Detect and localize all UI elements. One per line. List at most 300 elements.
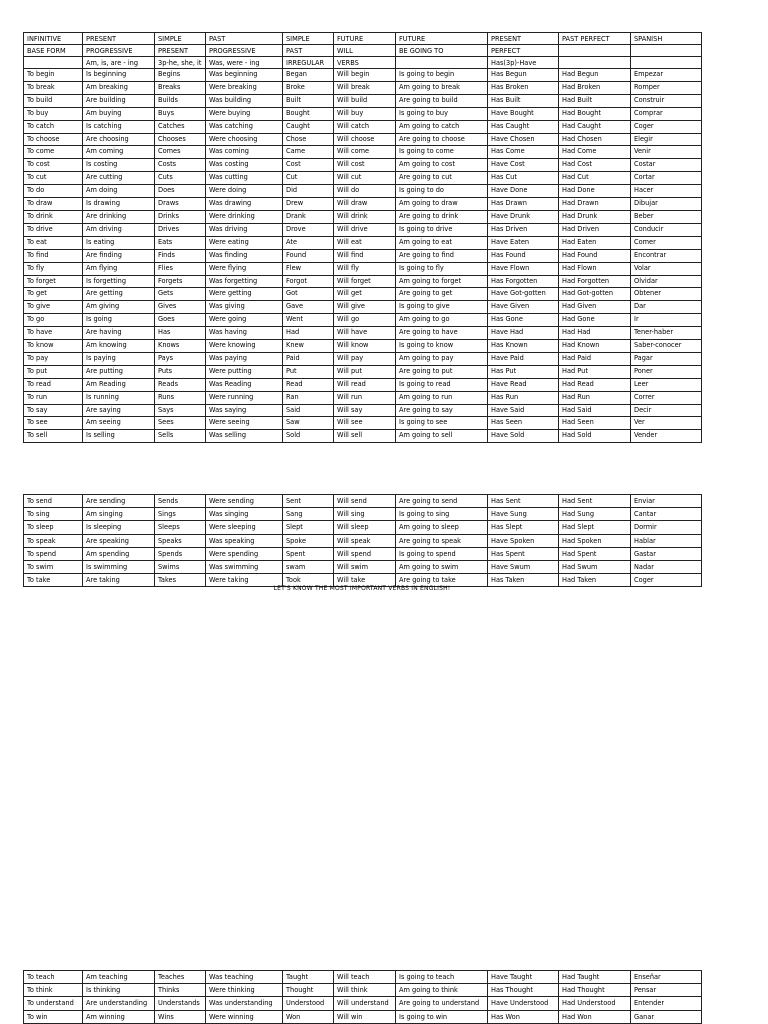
table-cell: Were buying xyxy=(206,107,283,120)
table-cell: Breaks xyxy=(155,81,206,94)
table-cell: To choose xyxy=(24,133,83,146)
verb-table-2 xyxy=(23,494,702,587)
table-cell: Is going to give xyxy=(396,301,488,314)
table-cell: Had Cost xyxy=(559,159,631,172)
table-cell: Will choose xyxy=(334,133,396,146)
table-cell: Was teaching xyxy=(206,971,283,984)
table-cell: Are going to take xyxy=(396,574,488,587)
table-cell: Sang xyxy=(283,508,334,521)
table-row xyxy=(24,172,702,185)
table-cell: Have Spoken xyxy=(488,534,559,547)
table-cell: Puts xyxy=(155,365,206,378)
table-cell: Vender xyxy=(631,430,702,443)
table-cell: Were eating xyxy=(206,236,283,249)
table-cell: Are having xyxy=(83,327,155,340)
table-cell: Thought xyxy=(283,984,334,997)
table-cell: Does xyxy=(155,185,206,198)
table-cell: Am going to pay xyxy=(396,352,488,365)
table-cell: Will break xyxy=(334,81,396,94)
table-cell: Will catch xyxy=(334,120,396,133)
table-row xyxy=(24,159,702,172)
table-cell: To have xyxy=(24,327,83,340)
table-cell: Is selling xyxy=(83,430,155,443)
table-cell: Had Thought xyxy=(559,984,631,997)
table-cell: Gives xyxy=(155,301,206,314)
table-cell: Said xyxy=(283,404,334,417)
table-row xyxy=(24,301,702,314)
table-cell: Were knowing xyxy=(206,340,283,353)
table-row xyxy=(24,69,702,82)
table-cell: Forgot xyxy=(283,275,334,288)
table-cell: Has xyxy=(155,327,206,340)
header-cell: BE GOING TO xyxy=(396,45,488,57)
table-cell: Will pay xyxy=(334,352,396,365)
verb-table-1 xyxy=(23,32,702,443)
table-cell: Sleeps xyxy=(155,521,206,534)
table-cell: Dormir xyxy=(631,521,702,534)
table-cell: Had Known xyxy=(559,340,631,353)
table-cell: Had Understood xyxy=(559,997,631,1010)
table-cell: Has Forgotten xyxy=(488,275,559,288)
table-cell: To drive xyxy=(24,223,83,236)
table-cell: Had Taught xyxy=(559,971,631,984)
table-cell: To build xyxy=(24,94,83,107)
table-cell: Have Sold xyxy=(488,430,559,443)
table-cell: Will read xyxy=(334,378,396,391)
table-cell: Empezar xyxy=(631,69,702,82)
header-cell: FUTURE xyxy=(334,33,396,45)
table-cell: Was swimming xyxy=(206,561,283,574)
table-cell: Had Read xyxy=(559,378,631,391)
table-cell: Was singing xyxy=(206,508,283,521)
table-cell: Will draw xyxy=(334,198,396,211)
table-row xyxy=(24,146,702,159)
table-cell: Was forgetting xyxy=(206,275,283,288)
table-cell: Says xyxy=(155,404,206,417)
table-cell: Had Had xyxy=(559,327,631,340)
table-row xyxy=(24,327,702,340)
table-cell: Takes xyxy=(155,574,206,587)
table-cell: To understand xyxy=(24,997,83,1010)
table-cell: Knows xyxy=(155,340,206,353)
table-cell: Was understanding xyxy=(206,997,283,1010)
table-cell: Had Sung xyxy=(559,508,631,521)
table-cell: Have Sung xyxy=(488,508,559,521)
table-cell: Is going to see xyxy=(396,417,488,430)
table-row xyxy=(24,521,702,534)
table-cell: Reads xyxy=(155,378,206,391)
header-cell: 3p-he, she, it xyxy=(155,57,206,69)
table-cell: Is going to begin xyxy=(396,69,488,82)
table-cell: Are going to send xyxy=(396,495,488,508)
table-cell: Catches xyxy=(155,120,206,133)
table-cell: Is going to read xyxy=(396,378,488,391)
table-row xyxy=(24,120,702,133)
table-cell: Will understand xyxy=(334,997,396,1010)
table-cell: Understood xyxy=(283,997,334,1010)
table-cell: Gets xyxy=(155,288,206,301)
table-cell: Is going to do xyxy=(396,185,488,198)
verb-table-3 xyxy=(23,970,702,1024)
table-cell: Went xyxy=(283,314,334,327)
table-cell: Tener-haber xyxy=(631,327,702,340)
table-cell: Swims xyxy=(155,561,206,574)
table-cell: Has Seen xyxy=(488,417,559,430)
table-cell: Are going to put xyxy=(396,365,488,378)
table-cell: Eats xyxy=(155,236,206,249)
header-cell: PROGRESSIVE xyxy=(206,45,283,57)
table-row xyxy=(24,378,702,391)
table-cell: To buy xyxy=(24,107,83,120)
table-cell: Will put xyxy=(334,365,396,378)
table-cell: Were getting xyxy=(206,288,283,301)
table-cell: Has Broken xyxy=(488,81,559,94)
table-cell: Chose xyxy=(283,133,334,146)
table-cell: Understands xyxy=(155,997,206,1010)
table-row xyxy=(24,997,702,1010)
table-cell: Am winning xyxy=(83,1010,155,1023)
table-cell: Have Understood xyxy=(488,997,559,1010)
header-cell xyxy=(631,45,702,57)
table-cell: Had Taken xyxy=(559,574,631,587)
header-cell: PAST xyxy=(283,45,334,57)
table-cell: Was driving xyxy=(206,223,283,236)
table-row xyxy=(24,94,702,107)
table-cell: Am spending xyxy=(83,547,155,560)
table-cell: Built xyxy=(283,94,334,107)
table-body xyxy=(24,69,702,443)
table-cell: Has Won xyxy=(488,1010,559,1023)
table-cell: Am flying xyxy=(83,262,155,275)
table-cell: Is drawing xyxy=(83,198,155,211)
header-cell: PAST xyxy=(206,33,283,45)
table-cell: Will go xyxy=(334,314,396,327)
table-cell: Have Drunk xyxy=(488,210,559,223)
table-cell: Finds xyxy=(155,249,206,262)
table-cell: Romper xyxy=(631,81,702,94)
table-cell: Am going to run xyxy=(396,391,488,404)
table-cell: Am going to eat xyxy=(396,236,488,249)
table-cell: To know xyxy=(24,340,83,353)
header-cell: Was, were - ing xyxy=(206,57,283,69)
table-cell: Had Sold xyxy=(559,430,631,443)
table-cell: Costar xyxy=(631,159,702,172)
table-cell: Is catching xyxy=(83,120,155,133)
table-cell: To win xyxy=(24,1010,83,1023)
table-cell: Ganar xyxy=(631,1010,702,1023)
table-cell: Am coming xyxy=(83,146,155,159)
table-row xyxy=(24,534,702,547)
table-row xyxy=(24,133,702,146)
table-cell: Came xyxy=(283,146,334,159)
table-cell: Speaks xyxy=(155,534,206,547)
table-cell: Were choosing xyxy=(206,133,283,146)
table-cell: Is going to buy xyxy=(396,107,488,120)
table-cell: Have Had xyxy=(488,327,559,340)
table-cell: Am going to sleep xyxy=(396,521,488,534)
table-cell: Is going to spend xyxy=(396,547,488,560)
table-cell: Am giving xyxy=(83,301,155,314)
table-cell: Cortar xyxy=(631,172,702,185)
header-cell xyxy=(559,45,631,57)
table-cell: Coger xyxy=(631,120,702,133)
table-cell: Will think xyxy=(334,984,396,997)
table-cell: Olvidar xyxy=(631,275,702,288)
table-cell: To sleep xyxy=(24,521,83,534)
table-cell: To read xyxy=(24,378,83,391)
table-cell: Had Gone xyxy=(559,314,631,327)
table-cell: Are going to have xyxy=(396,327,488,340)
table-cell: Had Drunk xyxy=(559,210,631,223)
table-cell: Had Got-gotten xyxy=(559,288,631,301)
table-cell: Has Gone xyxy=(488,314,559,327)
table-cell: Had Run xyxy=(559,391,631,404)
table-cell: Wins xyxy=(155,1010,206,1023)
table-cell: Saber-conocer xyxy=(631,340,702,353)
table-cell: Were drinking xyxy=(206,210,283,223)
table-cell: Costs xyxy=(155,159,206,172)
table-cell: Are understanding xyxy=(83,997,155,1010)
table-cell: Knew xyxy=(283,340,334,353)
table-cell: Are going to choose xyxy=(396,133,488,146)
table-cell: To say xyxy=(24,404,83,417)
table-cell: Was costing xyxy=(206,159,283,172)
header-cell: SIMPLE xyxy=(283,33,334,45)
header-cell: PAST PERFECT xyxy=(559,33,631,45)
table-cell: Will get xyxy=(334,288,396,301)
table-cell: Have Eaten xyxy=(488,236,559,249)
table-cell: Were sleeping xyxy=(206,521,283,534)
table-cell: Will eat xyxy=(334,236,396,249)
table-cell: Had Begun xyxy=(559,69,631,82)
table-row xyxy=(24,984,702,997)
table-cell: Were thinking xyxy=(206,984,283,997)
table-cell: Had Cut xyxy=(559,172,631,185)
table-cell: Gave xyxy=(283,301,334,314)
table-cell: Is going to drive xyxy=(396,223,488,236)
table-cell: Entender xyxy=(631,997,702,1010)
table-cell: To sell xyxy=(24,430,83,443)
table-cell: Is going to fly xyxy=(396,262,488,275)
table-cell: Was Reading xyxy=(206,378,283,391)
table-cell: Will take xyxy=(334,574,396,587)
table-cell: Are going to drink xyxy=(396,210,488,223)
table-cell: Sings xyxy=(155,508,206,521)
table-cell: Has Run xyxy=(488,391,559,404)
table-cell: Volar xyxy=(631,262,702,275)
table-cell: To think xyxy=(24,984,83,997)
table-cell: Drew xyxy=(283,198,334,211)
table-cell: Is going to teach xyxy=(396,971,488,984)
table-cell: Flew xyxy=(283,262,334,275)
table-cell: Had Given xyxy=(559,301,631,314)
table-cell: Had Built xyxy=(559,94,631,107)
table-cell: Am going to catch xyxy=(396,120,488,133)
table-cell: Won xyxy=(283,1010,334,1023)
table-cell: Ran xyxy=(283,391,334,404)
table-cell: Hablar xyxy=(631,534,702,547)
table-cell: To speak xyxy=(24,534,83,547)
table-cell: Has Slept xyxy=(488,521,559,534)
table-cell: Sold xyxy=(283,430,334,443)
table-cell: Is beginning xyxy=(83,69,155,82)
table-cell: To swim xyxy=(24,561,83,574)
table-cell: Is forgetting xyxy=(83,275,155,288)
table-cell: Hacer xyxy=(631,185,702,198)
table-cell: To catch xyxy=(24,120,83,133)
table-cell: Will know xyxy=(334,340,396,353)
table-cell: Correr xyxy=(631,391,702,404)
table-cell: Will drive xyxy=(334,223,396,236)
table-cell: Are going to understand xyxy=(396,997,488,1010)
table-cell: Was cutting xyxy=(206,172,283,185)
table-cell: Sends xyxy=(155,495,206,508)
table-cell: Are cutting xyxy=(83,172,155,185)
table-cell: Did xyxy=(283,185,334,198)
table-cell: Paid xyxy=(283,352,334,365)
table-cell: Taught xyxy=(283,971,334,984)
table-cell: Are taking xyxy=(83,574,155,587)
table-cell: Have Given xyxy=(488,301,559,314)
table-cell: Will find xyxy=(334,249,396,262)
table-cell: Put xyxy=(283,365,334,378)
table-cell: Had Spoken xyxy=(559,534,631,547)
table-cell: Have Bought xyxy=(488,107,559,120)
table-cell: Coger xyxy=(631,574,702,587)
table-cell: Have Paid xyxy=(488,352,559,365)
table-cell: Will sleep xyxy=(334,521,396,534)
table-cell: Spends xyxy=(155,547,206,560)
table-cell: Read xyxy=(283,378,334,391)
table-cell: Runs xyxy=(155,391,206,404)
table-row xyxy=(24,352,702,365)
table-cell: To draw xyxy=(24,198,83,211)
table-cell: Sees xyxy=(155,417,206,430)
table-cell: Was finding xyxy=(206,249,283,262)
table-cell: Ver xyxy=(631,417,702,430)
table-cell: Thinks xyxy=(155,984,206,997)
table-cell: To go xyxy=(24,314,83,327)
table-cell: Spoke xyxy=(283,534,334,547)
header-row-1 xyxy=(24,33,702,45)
table-cell: Will swim xyxy=(334,561,396,574)
table-cell: Have Said xyxy=(488,404,559,417)
table-cell: Had Swum xyxy=(559,561,631,574)
table-cell: Is going to sing xyxy=(396,508,488,521)
table-cell: Have Got-gotten xyxy=(488,288,559,301)
table-cell: swam xyxy=(283,561,334,574)
table-cell: Will cost xyxy=(334,159,396,172)
table-cell: Has Spent xyxy=(488,547,559,560)
table-cell: Am buying xyxy=(83,107,155,120)
table-cell: Goes xyxy=(155,314,206,327)
table-cell: Am going to forget xyxy=(396,275,488,288)
table-cell: Are putting xyxy=(83,365,155,378)
header-cell: BASE FORM xyxy=(24,45,83,57)
table-cell: Buys xyxy=(155,107,206,120)
table-cell: Will sell xyxy=(334,430,396,443)
table-cell: Was building xyxy=(206,94,283,107)
table-cell: Is going to win xyxy=(396,1010,488,1023)
table-cell: Had Slept xyxy=(559,521,631,534)
table-cell: Will fly xyxy=(334,262,396,275)
table-cell: To cost xyxy=(24,159,83,172)
table-cell: Dibujar xyxy=(631,198,702,211)
table-row xyxy=(24,971,702,984)
header-cell: VERBS xyxy=(334,57,396,69)
table-cell: Am going to go xyxy=(396,314,488,327)
table-cell: Got xyxy=(283,288,334,301)
table-cell: Had Paid xyxy=(559,352,631,365)
table-cell: Have Cost xyxy=(488,159,559,172)
table-cell: Has Built xyxy=(488,94,559,107)
table-cell: Has Sent xyxy=(488,495,559,508)
table-cell: Is costing xyxy=(83,159,155,172)
header-cell: INFINITIVE xyxy=(24,33,83,45)
table-cell: Am singing xyxy=(83,508,155,521)
table-cell: Will sing xyxy=(334,508,396,521)
table-cell: Is going xyxy=(83,314,155,327)
table-cell: Cost xyxy=(283,159,334,172)
table-cell: Had Drawn xyxy=(559,198,631,211)
table-row xyxy=(24,314,702,327)
header-cell: Has(3p)-Have xyxy=(488,57,559,69)
table-cell: To drink xyxy=(24,210,83,223)
table-cell: Was saying xyxy=(206,404,283,417)
table-cell: To begin xyxy=(24,69,83,82)
table-row xyxy=(24,223,702,236)
table-cell: Elegir xyxy=(631,133,702,146)
table-cell: Caught xyxy=(283,120,334,133)
table-body xyxy=(24,971,702,1024)
table-cell: Pays xyxy=(155,352,206,365)
table-row xyxy=(24,561,702,574)
table-cell: Will come xyxy=(334,146,396,159)
table-cell: To sing xyxy=(24,508,83,521)
table-cell: Are saying xyxy=(83,404,155,417)
table-cell: Am going to sell xyxy=(396,430,488,443)
table-cell: Is sleeping xyxy=(83,521,155,534)
table-cell: Saw xyxy=(283,417,334,430)
table-cell: To teach xyxy=(24,971,83,984)
table-cell: Have Chosen xyxy=(488,133,559,146)
table-cell: Had Caught xyxy=(559,120,631,133)
table-cell: Draws xyxy=(155,198,206,211)
table-cell: To get xyxy=(24,288,83,301)
table-cell: To eat xyxy=(24,236,83,249)
table-row xyxy=(24,430,702,443)
header-row-2 xyxy=(24,45,702,57)
table-cell: Are going to get xyxy=(396,288,488,301)
table-cell: Were going xyxy=(206,314,283,327)
table-cell: Was giving xyxy=(206,301,283,314)
table-cell: Am seeing xyxy=(83,417,155,430)
table-cell: Are sending xyxy=(83,495,155,508)
table-cell: Will do xyxy=(334,185,396,198)
table-row xyxy=(24,107,702,120)
table-cell: Will say xyxy=(334,404,396,417)
table-cell: To fly xyxy=(24,262,83,275)
table-cell: Was paying xyxy=(206,352,283,365)
table-cell: Have Done xyxy=(488,185,559,198)
table-cell: Are finding xyxy=(83,249,155,262)
table-cell: Poner xyxy=(631,365,702,378)
table-cell: Is swimming xyxy=(83,561,155,574)
table-cell: Cuts xyxy=(155,172,206,185)
table-cell: Were taking xyxy=(206,574,283,587)
table-cell: Construir xyxy=(631,94,702,107)
table-cell: Are getting xyxy=(83,288,155,301)
